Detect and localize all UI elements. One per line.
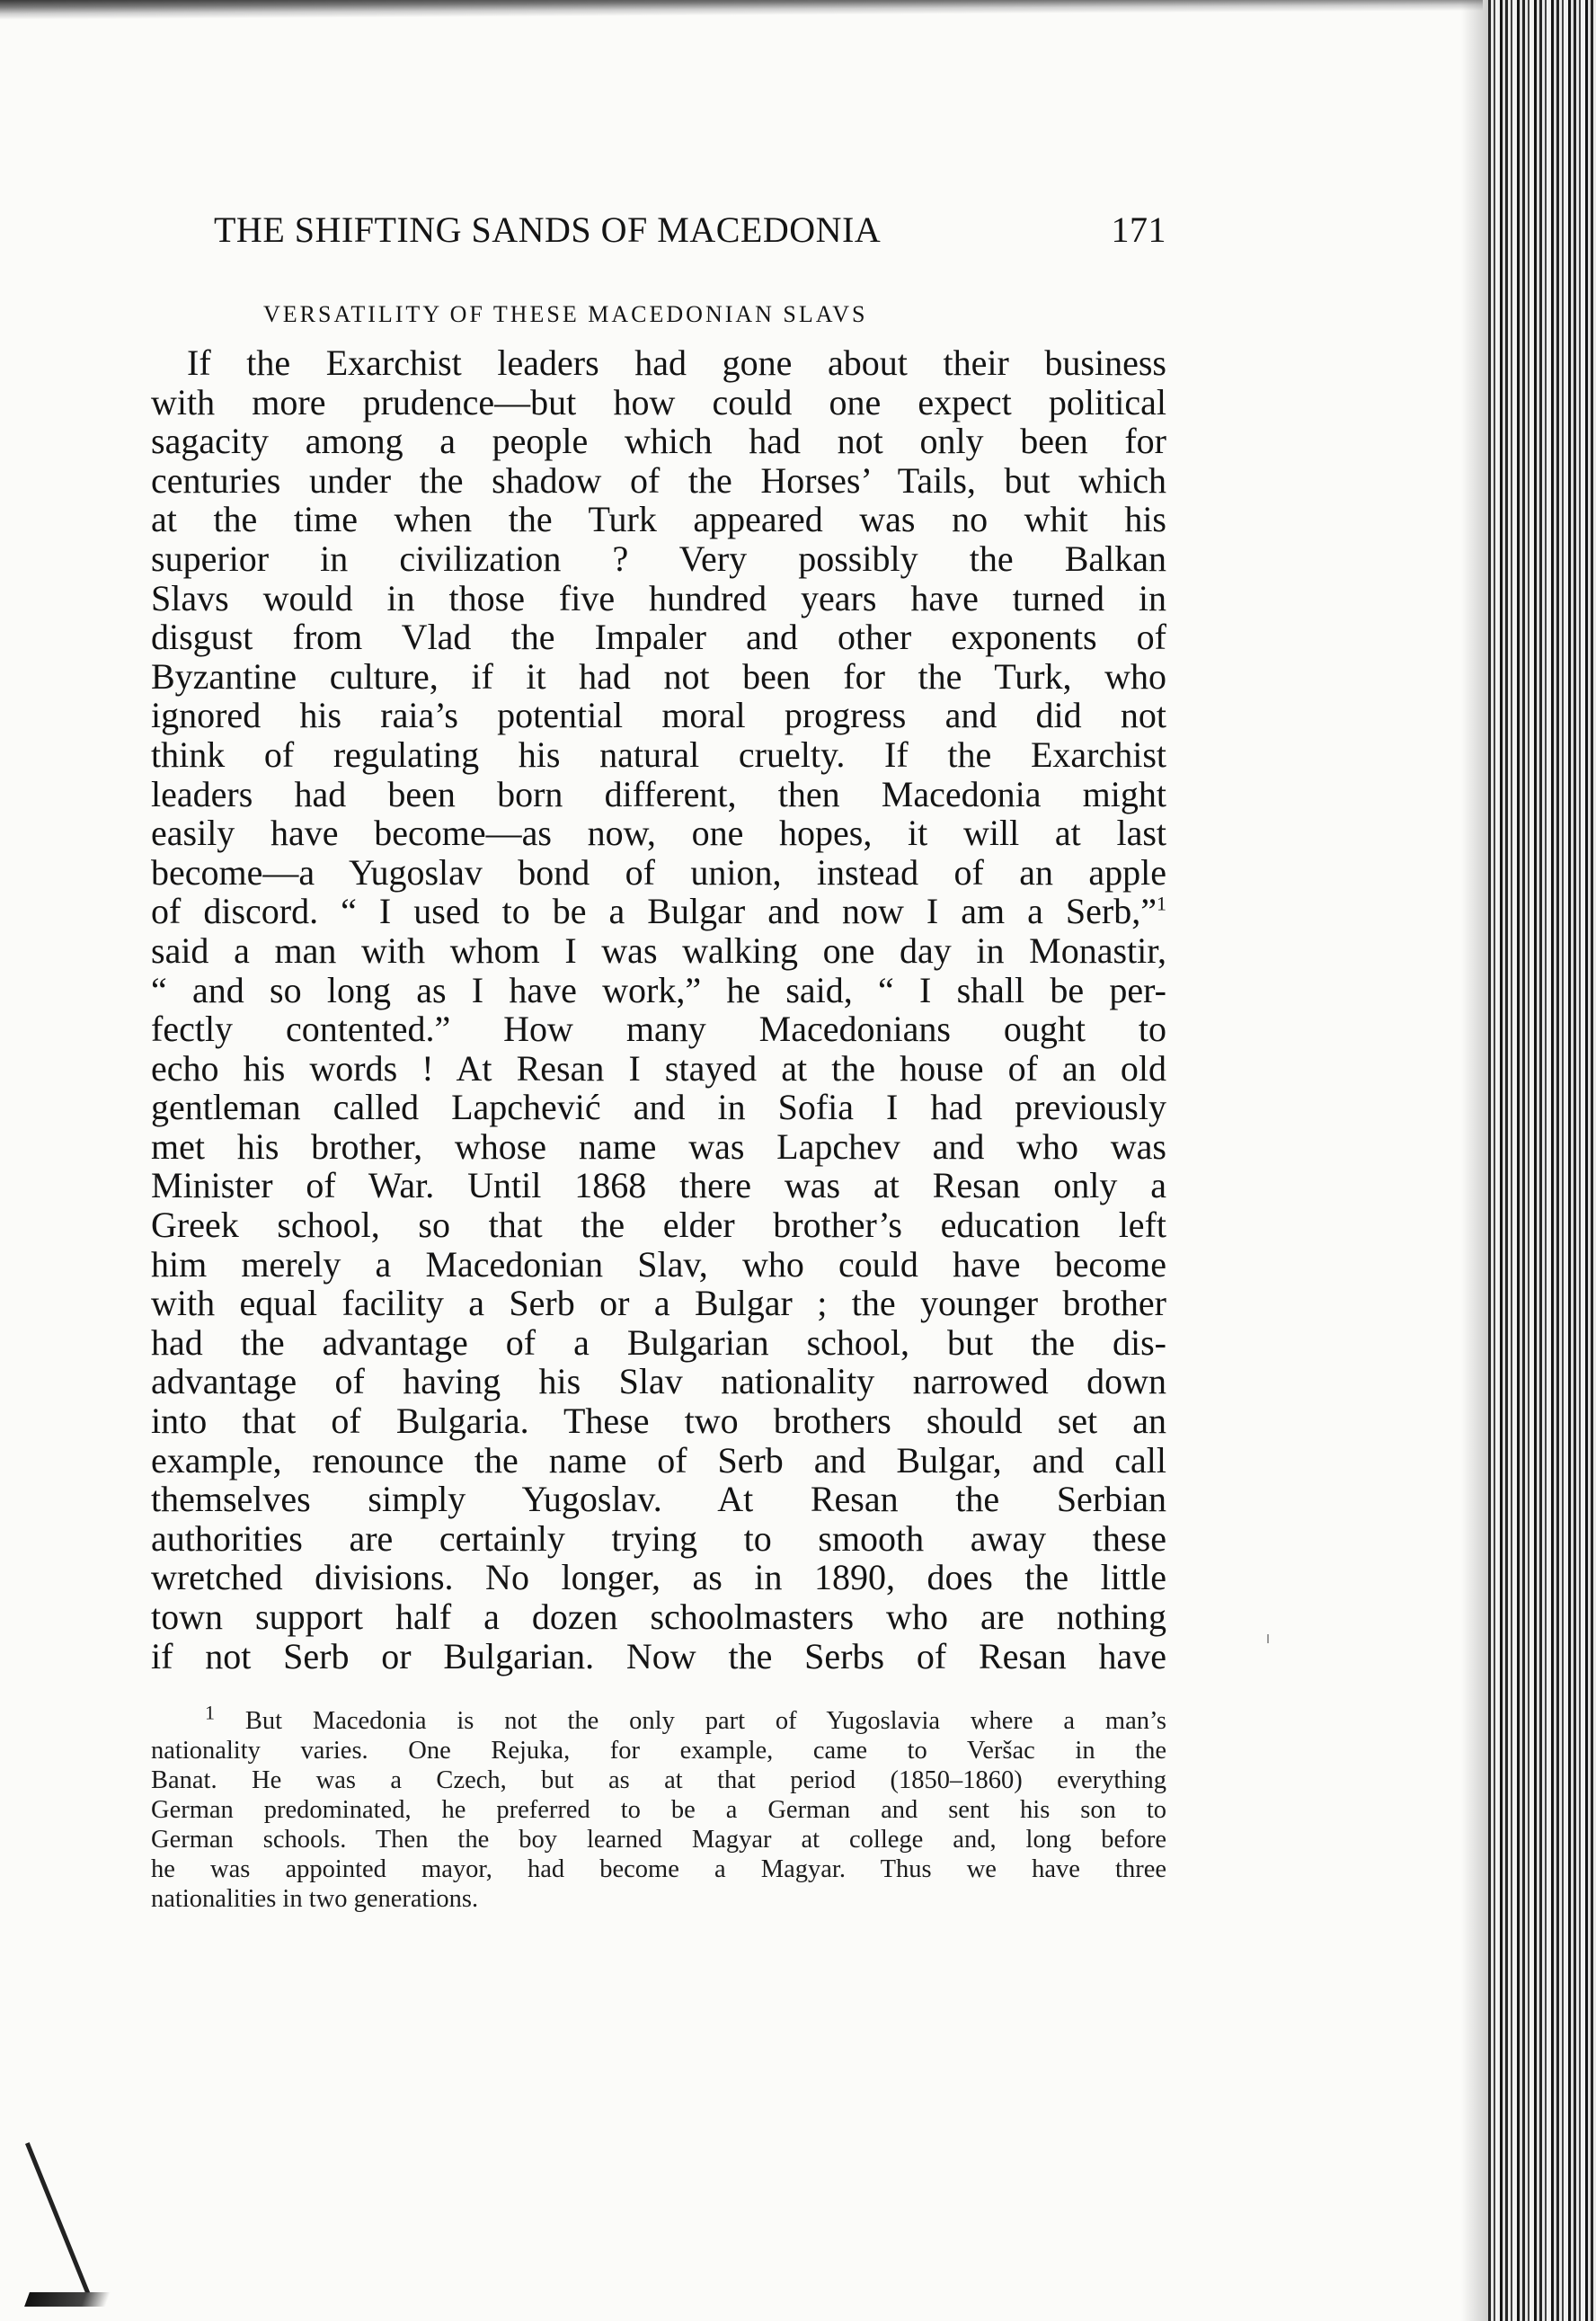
text-block bbox=[151, 209, 1166, 1914]
body-text bbox=[151, 343, 1166, 1676]
stray-ink-mark bbox=[1267, 1634, 1269, 1643]
footnote-marker: 1 bbox=[205, 1701, 215, 1724]
page-number: 171 bbox=[1111, 209, 1166, 250]
body-line: leaders had been born different, then Macedonia might bbox=[151, 773, 1166, 814]
footnote-line-with-marker bbox=[151, 1701, 1166, 1736]
footnote-line: nationality varies. One Rejuka, for example, came to Veršac in the bbox=[151, 1737, 1166, 1765]
body-line: wretched divisions. No longer, as in 1890, does the little bbox=[151, 1557, 1166, 1598]
body-line: superior in civilization ? Very possibly the Balkan bbox=[151, 538, 1166, 579]
body-line: gentleman called Lapchević and in Sofia I had previously bbox=[151, 1087, 1166, 1128]
footnote-line-text: But Macedonia is not the only part of Yugoslavia where a man’s bbox=[244, 1707, 1166, 1736]
body-line: centuries under the shadow of the Horses’ Tails, but which bbox=[151, 459, 1166, 501]
body-line-with-footnote-ref bbox=[151, 892, 1166, 931]
body-line: sagacity among a people which had not only been for bbox=[151, 421, 1166, 462]
body-line: fectly contented.” How many Macedonians ought to bbox=[151, 1009, 1166, 1050]
body-line: him merely a Macedonian Slav, who could have become bbox=[151, 1243, 1166, 1285]
footnote-line: he was appointed mayor, had become a Magyar. Thus we have three bbox=[151, 1855, 1166, 1884]
binding-shadow bbox=[1461, 0, 1488, 2321]
footnote-line: German predominated, he preferred to be a German and sent his son to bbox=[151, 1796, 1166, 1825]
footnote-reference: 1 bbox=[1157, 892, 1166, 915]
page-edges-stripes bbox=[1488, 0, 1596, 2321]
body-line: easily have become—as now, one hopes, it will at last bbox=[151, 813, 1166, 854]
body-line: at the time when the Turk appeared was no whit his bbox=[151, 499, 1166, 540]
body-line-text: of discord. “ I used to be a Bulgar and now I am a Serb,” bbox=[151, 891, 1157, 932]
body-line: into that of Bulgaria. These two brothers should set an bbox=[151, 1401, 1166, 1442]
body-line: echo his words ! At Resan I stayed at the house of an old bbox=[151, 1047, 1166, 1089]
body-line: had the advantage of a Bulgarian school, but the dis- bbox=[151, 1321, 1166, 1363]
scan-corner-foot bbox=[24, 2292, 111, 2307]
section-title: VERSATILITY OF THESE MACEDONIAN SLAVS bbox=[263, 301, 868, 327]
footnote bbox=[151, 1701, 1166, 1914]
body-line: met his brother, whose name was Lapchev and who was bbox=[151, 1125, 1166, 1167]
body-line: Slavs would in those five hundred years have turned in bbox=[151, 577, 1166, 618]
body-line: if not Serb or Bulgarian. Now the Serbs of Resan have bbox=[151, 1635, 1166, 1676]
body-line: advantage of having his Slav nationality narrowed down bbox=[151, 1361, 1166, 1402]
body-line: said a man with whom I was walking one day in Monastir, bbox=[151, 929, 1166, 971]
body-line: Greek school, so that the elder brother’s education left bbox=[151, 1205, 1166, 1246]
body-line: with more prudence—but how could one expect political bbox=[151, 381, 1166, 422]
body-line: think of regulating his natural cruelty. If the Exarchist bbox=[151, 734, 1166, 775]
body-line: “ and so long as I have work,” he said, “ I shall be per- bbox=[151, 969, 1166, 1010]
footnote-line: nationalities in two generations. bbox=[151, 1885, 479, 1914]
body-line: If the Exarchist leaders had gone about their business bbox=[187, 342, 1166, 383]
body-line: Byzantine culture, if it had not been for the Turk, who bbox=[151, 655, 1166, 697]
running-head bbox=[214, 209, 1166, 252]
scan-top-edge bbox=[0, 0, 1483, 20]
body-line: themselves simply Yugoslav. At Resan the Serbian bbox=[151, 1479, 1166, 1520]
body-line: town support half a dozen schoolmasters who are nothing bbox=[151, 1596, 1166, 1637]
body-line: Minister of War. Until 1868 there was at Resan only a bbox=[151, 1165, 1166, 1206]
body-line: authorities are certainly trying to smooth away these bbox=[151, 1517, 1166, 1559]
body-line: disgust from Vlad the Impaler and other exponents of bbox=[151, 617, 1166, 658]
body-line: with equal facility a Serb or a Bulgar ; the younger brother bbox=[151, 1283, 1166, 1324]
body-line: example, renounce the name of Serb and Bulgar, and call bbox=[151, 1439, 1166, 1481]
footnote-line: German schools. Then the boy learned Magyar at college and, long before bbox=[151, 1826, 1166, 1854]
body-line: ignored his raia’s potential moral progress and did not bbox=[151, 695, 1166, 736]
running-head-title: THE SHIFTING SANDS OF MACEDONIA bbox=[214, 209, 882, 250]
body-line: become—a Yugoslav bond of union, instead of an apple bbox=[151, 851, 1166, 893]
scan-corner-mark bbox=[25, 2139, 100, 2294]
footnote-line: Banat. He was a Czech, but as at that period (1850–1860) everything bbox=[151, 1766, 1166, 1795]
